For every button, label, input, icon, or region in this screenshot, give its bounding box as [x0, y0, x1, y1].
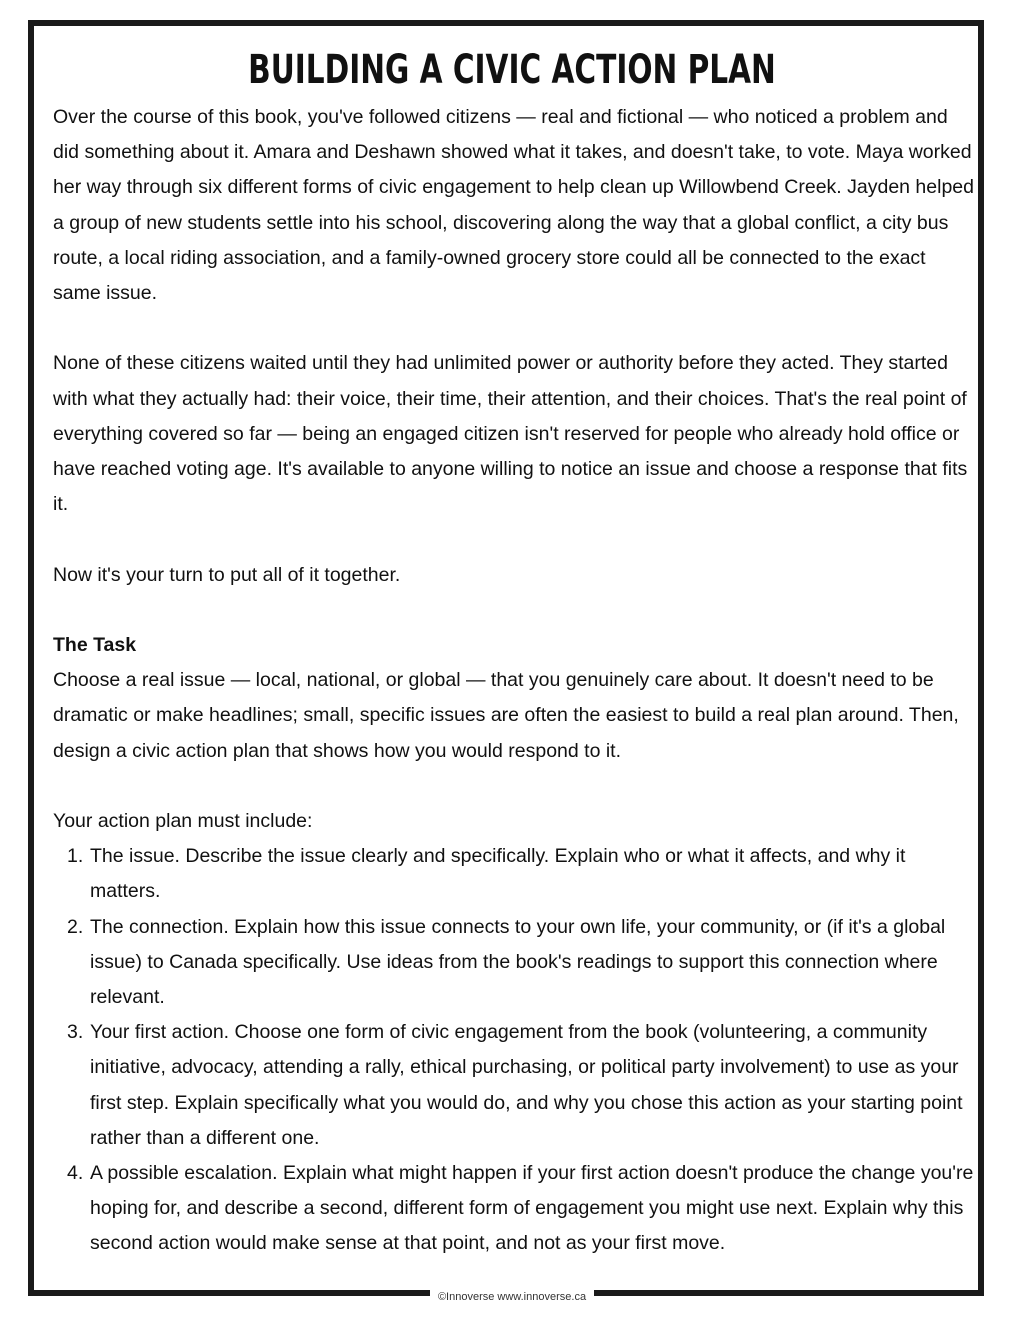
list-item [53, 910, 978, 1016]
your-turn-paragraph: Now it's your turn to put all of it together. [53, 563, 401, 586]
requirements-list [53, 839, 978, 1261]
citizens-paragraph: None of these citizens waited until they had unlimited power or authority before they acted. They started with what they actually had: their voice, their time, their attention, and their choices. That's the real point of everything covered so far — being an engaged citizen isn't reserved for people who already hold office or have reached voting age. It's available to anyone willing to notice an issue and choose a response that fits it. [53, 352, 968, 516]
list-number: 1. [67, 845, 84, 868]
task-heading: The Task [53, 634, 137, 656]
list-item-text: Your first action. Choose one form of civic engagement from the book (volunteering, a community initiative, advocacy, attending a rally, ethical purchasing, or political party involvement) to use as your first step. Explain specifically what you would do, and why you chose this action as your starting point rather than a different one. [90, 1021, 963, 1149]
copyright-text: ©Innoverse www.innoverse.ca [430, 1287, 594, 1307]
list-item-text: A possible escalation. Explain what might happen if your first action doesn't produce the change you're hoping for, and describe a second, different form of engagement you might use next. Explain why this second action would make sense at that point, and not as your first move. [90, 1162, 974, 1255]
task-description: Choose a real issue — local, national, or global — that you genuinely care about. It doesn't need to be dramatic or make headlines; small, specific issues are often the easiest to build a real plan around. Then, design a civic action plan that shows how you would respond to it. [53, 669, 959, 762]
list-number: 2. [67, 915, 84, 938]
document-body [53, 100, 978, 1262]
list-item [53, 1015, 978, 1156]
list-item-text: The issue. Describe the issue clearly and specifically. Explain who or what it affects, and why it matters. [90, 845, 906, 903]
page-title: BUILDING A CIVIC ACTION PLAN [248, 47, 776, 93]
list-item [53, 839, 978, 909]
list-item-text: The connection. Explain how this issue connects to your own life, your community, or (if it's a global issue) to Canada specifically. Use ideas from the book's readings to support this connection where relevant. [90, 915, 946, 1009]
intro-paragraph: Over the course of this book, you've followed citizens — real and fictional — who noticed a problem and did something about it. Amara and Deshawn showed what it takes, and doesn't take, to vote. Maya worked her way through six different forms of civic engagement to help clean up Willowbend Creek. Jayden helped a group of new students settle into his school, discovering along the way that a global conflict, a city bus route, a local riding association, and a family-owned grocery store could all be connected to the exact same issue. [53, 106, 974, 305]
list-item [53, 1156, 978, 1262]
list-intro: Your action plan must include: [53, 810, 313, 832]
list-number: 3. [67, 1021, 84, 1044]
footer [0, 1287, 1024, 1307]
list-number: 4. [67, 1162, 84, 1185]
